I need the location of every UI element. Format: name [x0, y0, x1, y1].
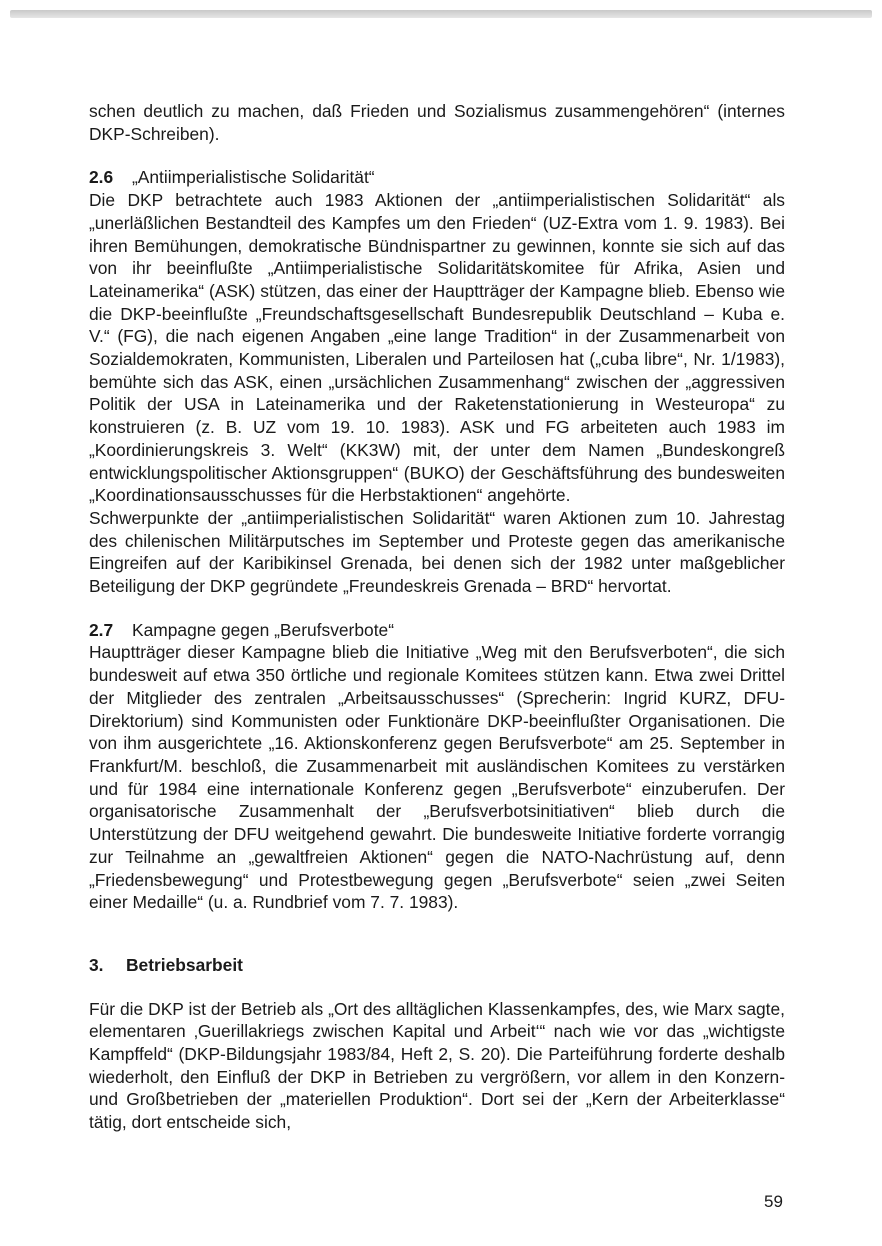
scan-top-edge: [10, 10, 872, 18]
section-title: „Antiimperialistische Solidarität“: [132, 167, 375, 188]
body-text: [89, 100, 785, 1134]
section-2-7-paragraph: Hauptträger dieser Kampagne blieb die Initiative „Weg mit den Berufsverboten“, die sich bundesweit auf etwa 350 örtliche und regionale Komitees stützen kann. Etwa zwei Drittel der Mitglieder des zentralen „Arbeitsausschusses“ (Sprecherin: Ingrid KURZ, DFU-Direktorium) sind Kommunisten oder Funktionäre DKP-beeinflußter Organisationen. Die von ihm ausgerichtete „16. Aktionskonferenz gegen Berufsverbote“ am 25. September in Frankfurt/M. beschloß, die Zusammenarbeit mit ausländischen Komitees zu verstärken und für 1984 eine internationale Konferenz gegen „Berufsverbote“ einzuberufen. Der organisatorische Zusammenhalt der „Berufsverbotsinitiativen“ blieb durch die Unterstützung der DFU weitgehend gewahrt. Die bundesweite Initiative forderte vorrangig zur Teilnahme an „gewaltfreien Aktionen“ gegen die NATO-Nachrüstung auf, denn „Friedensbewegung“ und Protestbewegung gegen „Berufsverbote“ seien „zwei Seiten einer Medaille“ (u. a. Rundbrief vom 7. 7. 1983).: [89, 642, 785, 913]
chapter-number: 3.: [89, 954, 104, 975]
section-number: 2.7: [89, 619, 114, 640]
chapter-heading-3: [89, 954, 785, 977]
section-heading-2-7: [89, 619, 785, 642]
intro-paragraph: schen deutlich zu machen, daß Frieden und Sozialismus zusammengehören“ (internes DKP-Schreiben).: [89, 101, 785, 144]
section-title: Kampagne gegen „Berufsverbote“: [132, 619, 394, 640]
section-number: 2.6: [89, 167, 114, 188]
section-2-6-paragraph-2: Schwerpunkte der „antiimperialistischen Solidarität“ waren Aktionen zum 10. Jahrestag des chilenischen Militärputsches im September und Proteste gegen das amerikanische Eingreifen auf der Karibikinsel Grenada, bei denen sich der 1982 unter maßgeblicher Beteiligung der DKP gegründete „Freundeskreis Grenada – BRD“ hervortat.: [89, 507, 785, 597]
page-number: 59: [764, 1192, 783, 1211]
section-2-6-paragraph-1: Die DKP betrachtete auch 1983 Aktionen der „antiimperialistischen Solidarität“ als „unerläßlichen Bestandteil des Kampfes um den Frieden“ (UZ-Extra vom 1. 9. 1983). Bei ihren Bemühungen, demokratische Bündnispartner zu gewinnen, konnte sie sich auf das von ihr beeinflußte „Antiimperialistische Solidaritätskomitee für Afrika, Asien und Lateinamerika“ (ASK) stützen, das einer der Hauptträger der Kampagne blieb. Ebenso wie die DKP-beeinflußte „Freundschaftsgesellschaft Bundesrepublik Deutschland – Kuba e. V.“ (FG), die nach eigenen Angaben „eine lange Tradition“ in der Zusammenarbeit von Sozialdemokraten, Kommunisten, Liberalen und Parteilosen hat („cuba libre“, Nr. 1/1983), bemühte sich das ASK, einen „ursächlichen Zusammenhang“ zwischen der „aggressiven Politik der USA in Lateinamerika und der Raketenstationierung in Westeuropa“ zu konstruieren (z. B. UZ vom 19. 10. 1983). ASK und FG arbeiteten auch 1983 im „Koordinierungskreis 3. Welt“ (KK3W) mit, der unter dem Namen „Bundeskongreß entwicklungspolitischer Aktionsgruppen“ (BUKO) der Geschäftsführung des bundesweiten „Koordinationsausschusses für die Herbstaktionen“ angehörte.: [89, 190, 785, 506]
chapter-title: Betriebsarbeit: [126, 954, 243, 975]
section-heading-2-6: [89, 166, 785, 189]
chapter-3-paragraph: Für die DKP ist der Betrieb als „Ort des alltäglichen Klassenkampfes, des, wie Marx sagte, elementaren ‚Guerillakriegs zwischen Kapital und Arbeit‘“ nach wie vor das „wichtigste Kampffeld“ (DKP-Bildungsjahr 1983/84, Heft 2, S. 20). Die Parteiführung forderte deshalb wiederholt, den Einfluß der DKP in Betrieben zu vergrößern, vor allem in den Konzern- und Großbetrieben der „materiellen Produktion“. Dort sei der „Kern der Arbeiterklasse“ tätig, dort entscheide sich,: [89, 998, 785, 1133]
